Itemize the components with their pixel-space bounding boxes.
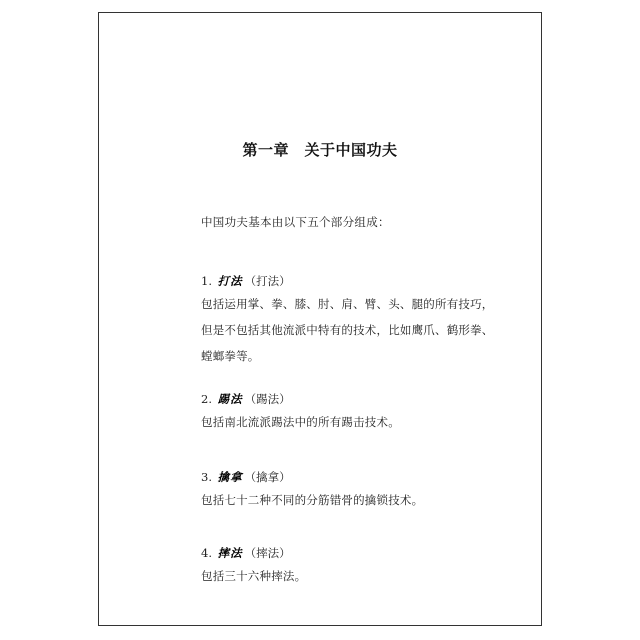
section-title-parenthetical: （擒拿） bbox=[244, 470, 291, 484]
section-heading bbox=[201, 271, 531, 291]
section-number: 2. bbox=[201, 392, 212, 406]
body-line: 包括运用掌、拳、膝、肘、肩、臂、头、腿的所有技巧， bbox=[201, 297, 494, 311]
section-number: 4. bbox=[201, 546, 212, 560]
section-heading bbox=[201, 389, 531, 409]
section-calligraphy-title: 打法 bbox=[217, 274, 243, 288]
section-title-parenthetical: （打法） bbox=[244, 274, 291, 288]
section-body bbox=[201, 487, 531, 513]
body-line: 包括南北流派踢法中的所有踢击技术。 bbox=[201, 415, 400, 429]
section-number: 1. bbox=[201, 274, 212, 288]
body-line: 但是不包括其他流派中特有的技术，比如鹰爪、鹤形拳、 bbox=[201, 323, 494, 337]
section-throwing bbox=[201, 543, 531, 589]
section-body bbox=[201, 291, 531, 369]
section-body bbox=[201, 409, 531, 435]
body-line: 包括七十二种不同的分筋错骨的擒锁技术。 bbox=[201, 493, 424, 507]
body-line: 螳螂拳等。 bbox=[201, 349, 260, 363]
section-calligraphy-title: 擒拿 bbox=[217, 470, 243, 484]
section-title-parenthetical: （摔法） bbox=[244, 546, 291, 560]
section-kicking bbox=[201, 389, 531, 435]
section-heading bbox=[201, 467, 531, 487]
document-page bbox=[98, 12, 542, 626]
section-body bbox=[201, 563, 531, 589]
section-title-parenthetical: （踢法） bbox=[244, 392, 291, 406]
section-calligraphy-title: 摔法 bbox=[217, 546, 243, 560]
section-heading bbox=[201, 543, 531, 563]
intro-paragraph: 中国功夫基本由以下五个部分组成： bbox=[201, 215, 390, 229]
section-number: 3. bbox=[201, 470, 212, 484]
section-striking bbox=[201, 271, 531, 369]
section-seizing bbox=[201, 467, 531, 513]
section-calligraphy-title: 踢法 bbox=[217, 392, 243, 406]
body-line: 包括三十六种摔法。 bbox=[201, 569, 307, 583]
chapter-title: 第一章 关于中国功夫 bbox=[242, 141, 398, 159]
